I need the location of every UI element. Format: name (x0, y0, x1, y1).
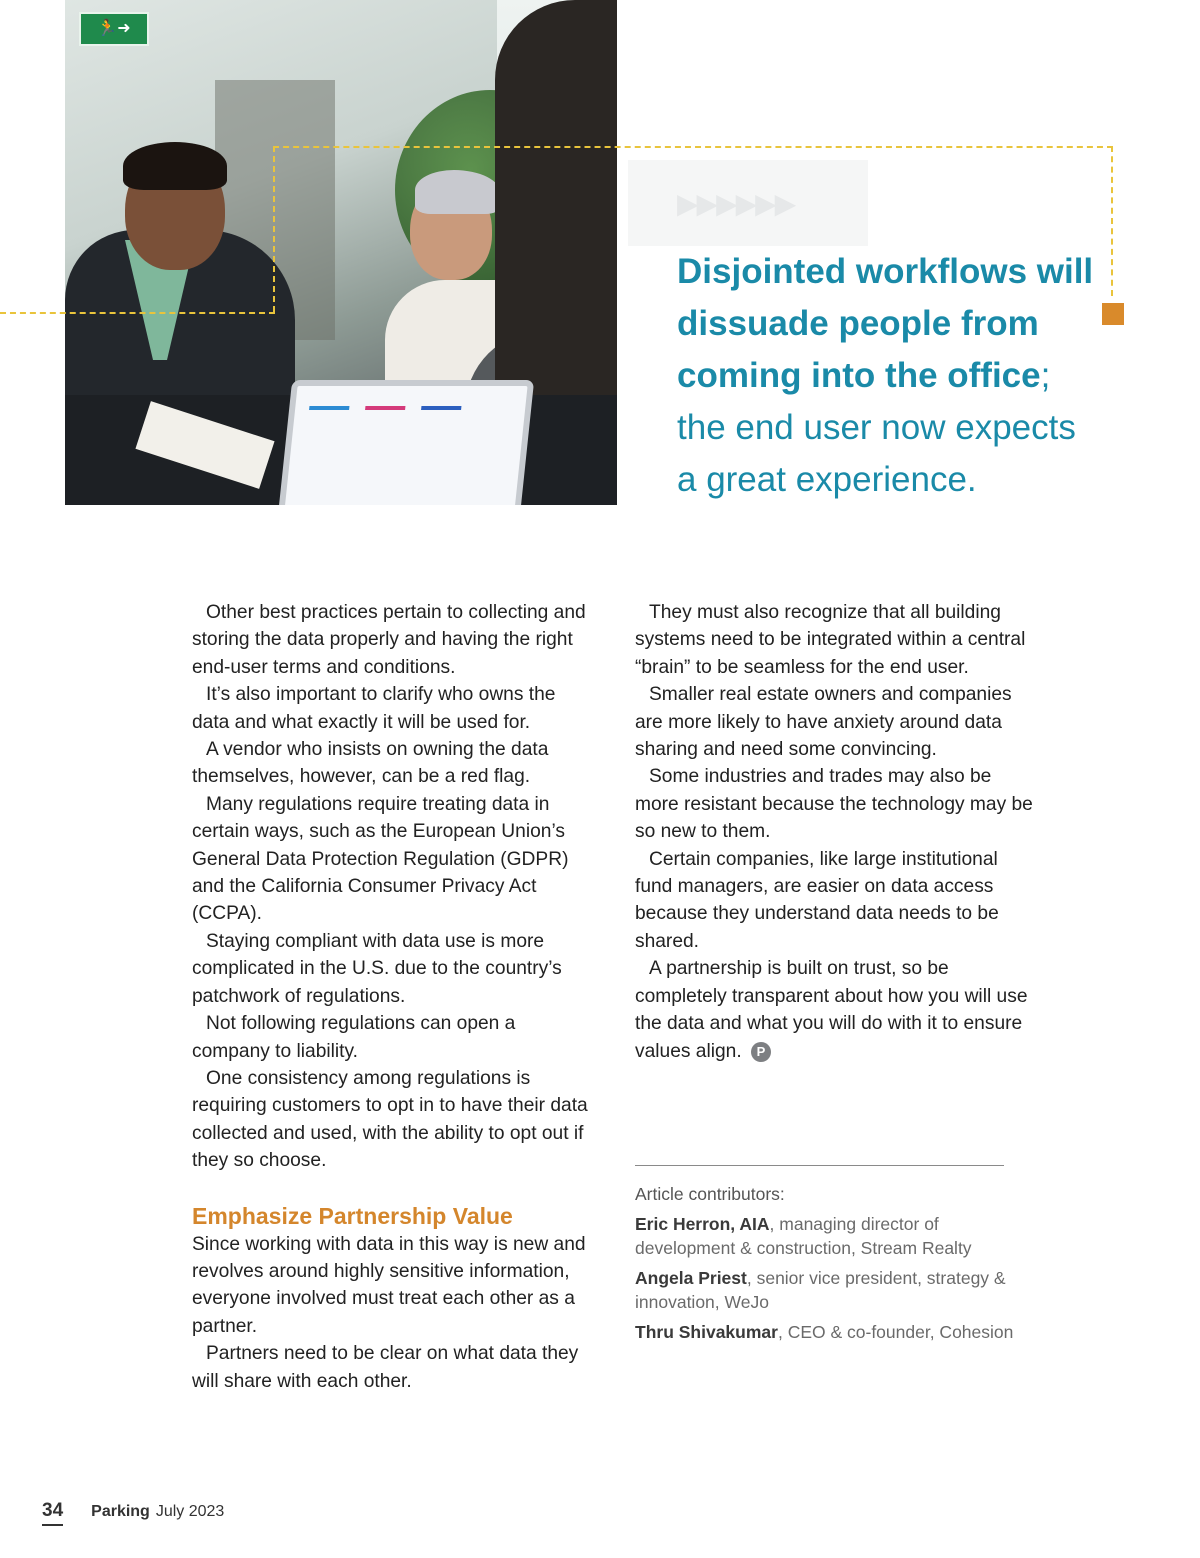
accent-square (1102, 303, 1124, 325)
contributor (635, 1266, 1015, 1314)
paragraph: One consistency among regulations is requiring customers to opt in to have their data collected and used, with the ability to opt out if they so choose. (192, 1067, 588, 1172)
laptop-bar (421, 406, 461, 410)
laptop-bar (365, 406, 405, 410)
contributor (635, 1320, 1015, 1344)
paragraph (635, 955, 1035, 1065)
dashed-line (1111, 146, 1113, 296)
photo-man-hair (123, 142, 227, 190)
contributor-role: , CEO & co-founder, Cohesion (777, 1322, 1014, 1342)
issue-date: July 2023 (155, 1503, 225, 1520)
paragraph: They must also recognize that all building systems need to be integrated within a central “brain” to be seamless for the end user. (635, 602, 1026, 678)
pull-quote-light: ; the end user now expects a great experience. (677, 356, 1076, 499)
contributor-name: Thru Shivakumar (635, 1322, 778, 1342)
dashed-line (273, 146, 275, 312)
page-footer (42, 1500, 224, 1526)
section-subhead: Emphasize Partnership Value (192, 1202, 513, 1229)
pull-quote-strong: Disjointed workflows will dissuade people from coming into the office (677, 252, 1094, 395)
body-column-2 (635, 599, 1035, 1065)
paragraph: A vendor who insists on owning the data themselves, however, can be a red flag. (192, 739, 549, 788)
dashed-line (273, 146, 1113, 148)
article-photo (65, 0, 617, 505)
paragraph: It’s also important to clarify who owns the data and what exactly it will be used for. (192, 684, 556, 733)
contributor-name: Angela Priest (635, 1268, 747, 1288)
paragraph-text: A partnership is built on trust, so be completely transparent about how you will use the data and what you will do with it to ensure values align. (635, 958, 1028, 1062)
contributor (635, 1212, 1015, 1260)
contributors (635, 1182, 1015, 1350)
page-number: 34 (42, 1500, 63, 1526)
pull-quote (677, 246, 1097, 506)
photo-woman-hair (415, 170, 501, 214)
paragraph: Certain companies, like large institutional fund managers, are easier on data access because they understand data needs to be shared. (635, 848, 999, 952)
paragraph: Other best practices pertain to collecting and storing the data properly and having the right end-user terms and conditions. (192, 602, 586, 678)
paragraph: Since working with data in this way is new and revolves around highly sensitive information, everyone involved must treat each other as a partner. (192, 1233, 586, 1337)
magazine-name: Parking (91, 1503, 150, 1520)
end-mark-icon: P (751, 1042, 771, 1062)
paragraph: Staying compliant with data use is more complicated in the U.S. due to the country’s patchwork of regulations. (192, 930, 562, 1007)
contributor-role: , managing director of development & construction, Stream Realty (635, 1214, 972, 1258)
laptop-bar (309, 406, 349, 410)
body-column-1 (192, 599, 592, 1395)
contributor-role: , senior vice president, strategy & innovation, WeJo (635, 1268, 1006, 1312)
photo-laptop (278, 380, 534, 505)
contributors-heading: Article contributors: (635, 1184, 785, 1204)
contributor-name: Eric Herron, AIA (635, 1214, 770, 1234)
paragraph: Some industries and trades may also be more resistant because the technology may be so new to them. (635, 766, 1033, 843)
paragraph: Not following regulations can open a company to liability. (192, 1013, 516, 1062)
exit-sign-icon: 🏃➜ (79, 12, 149, 46)
arrows-icon: ▶▶▶▶▶▶ (677, 188, 795, 219)
divider (635, 1165, 1004, 1166)
paragraph: Smaller real estate owners and companies are more likely to have anxiety around data sharing and need some convincing. (635, 684, 1012, 761)
dashed-line (0, 312, 275, 314)
paragraph: Partners need to be clear on what data they will share with each other. (192, 1343, 579, 1392)
paragraph: Many regulations require treating data in certain ways, such as the European Union’s General Data Protection Regulation (GDPR) and the California Consumer Privacy Act (CCPA). (192, 793, 569, 925)
